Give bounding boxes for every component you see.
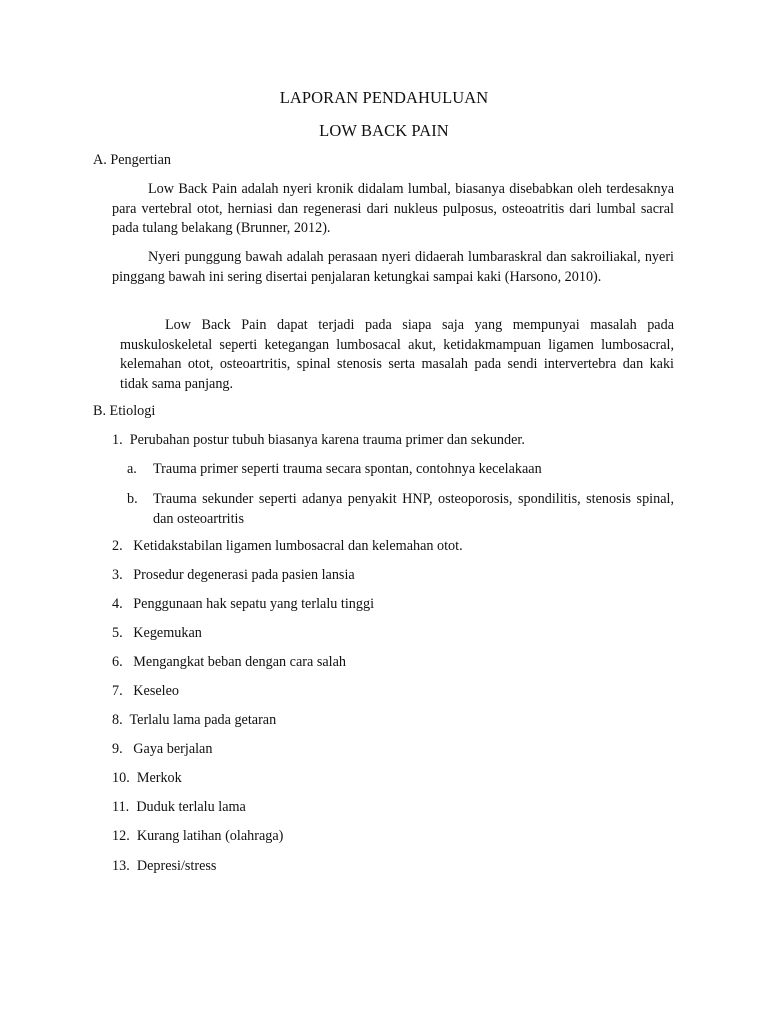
list-text: Kurang latihan (olahraga) [136,828,284,844]
list-text: Keseleo [133,683,179,699]
list-number: 13. [112,858,130,874]
list-number: 6. [112,654,123,670]
list-number: 8. [112,712,123,728]
list-text: Kegemukan [133,625,202,641]
paragraph: Low Back Pain dapat terjadi pada siapa saja yang mempunyai masalah pada muskuloskeletal seperti ketegangan lumbosacal akut, ketidakmampuan ligamen lumbosacral, kelemahan otot, osteoartritis, spinal stenosis serta masalah pada sendi intervertebra dan kaki tidak sama panjang. [120,317,674,392]
sub-list-item [127,460,674,480]
sub-list-text: Trauma sekunder seperti adanya penyakit HNP, osteoporosis, spondilitis, stenosis spinal, dan osteoartritis [153,491,674,527]
list-number: 9. [112,741,123,757]
paragraph: Low Back Pain adalah nyeri kronik didalam lumbal, biasanya disebabkan oleh terdesaknya para vertebral otot, herniasi dan regenerasi dari nukleus pulposus, osteoatritis dari lumbal sacral pada tulang belakang (Brunner, 2012). [112,181,674,236]
list-item [112,741,212,758]
document-subtitle: LOW BACK PAIN [319,121,449,140]
list-item [112,712,276,729]
list-number: 12. [112,828,130,844]
list-text: Duduk terlalu lama [136,799,246,815]
section-heading-etiologi: B. Etiologi [93,403,156,419]
list-item [112,770,182,787]
section-heading-pengertian: A. Pengertian [93,152,172,168]
list-text: Merkok [136,770,182,786]
list-number: 2. [112,538,123,554]
list-text: Depresi/stress [136,858,217,874]
paragraph: Nyeri punggung bawah adalah perasaan nyeri didaerah lumbaraskral dan sakroiliakal, nyeri pinggang bawah ini sering disertai penjalaran ketungkai sampai kaki (Harsono, 2010). [112,249,674,285]
sub-list-item [127,490,674,529]
list-number: 1. [112,432,123,448]
list-item [112,625,202,642]
list-item [112,799,246,816]
list-text: Gaya berjalan [133,741,213,757]
document-title: LAPORAN PENDAHULUAN [279,88,489,107]
list-number: 10. [112,770,130,786]
list-text: Perubahan postur tubuh biasanya karena trauma primer dan sekunder. [129,432,525,448]
list-number: 11. [112,799,130,815]
sub-list-text: Trauma primer seperti trauma secara spontan, contohnya kecelakaan [153,461,542,477]
list-text: Ketidakstabilan ligamen lumbosacral dan kelemahan otot. [133,538,463,554]
list-number: 4. [112,596,123,612]
list-item [112,858,216,875]
list-text: Mengangkat beban dengan cara salah [133,654,346,670]
list-number: 5. [112,625,123,641]
list-text: Terlalu lama pada getaran [129,712,277,728]
list-number: 7. [112,683,123,699]
list-text: Penggunaan hak sepatu yang terlalu tinggi [133,596,375,612]
list-number: 3. [112,567,123,583]
list-item [112,596,374,613]
list-item [112,538,463,555]
list-text: Prosedur degenerasi pada pasien lansia [133,567,355,583]
sub-list-letter: a. [127,461,137,477]
sub-list-letter: b. [127,491,138,507]
list-item [112,654,346,671]
list-item [112,567,355,584]
list-item [112,683,179,700]
list-item [112,828,283,845]
list-item [112,432,525,449]
